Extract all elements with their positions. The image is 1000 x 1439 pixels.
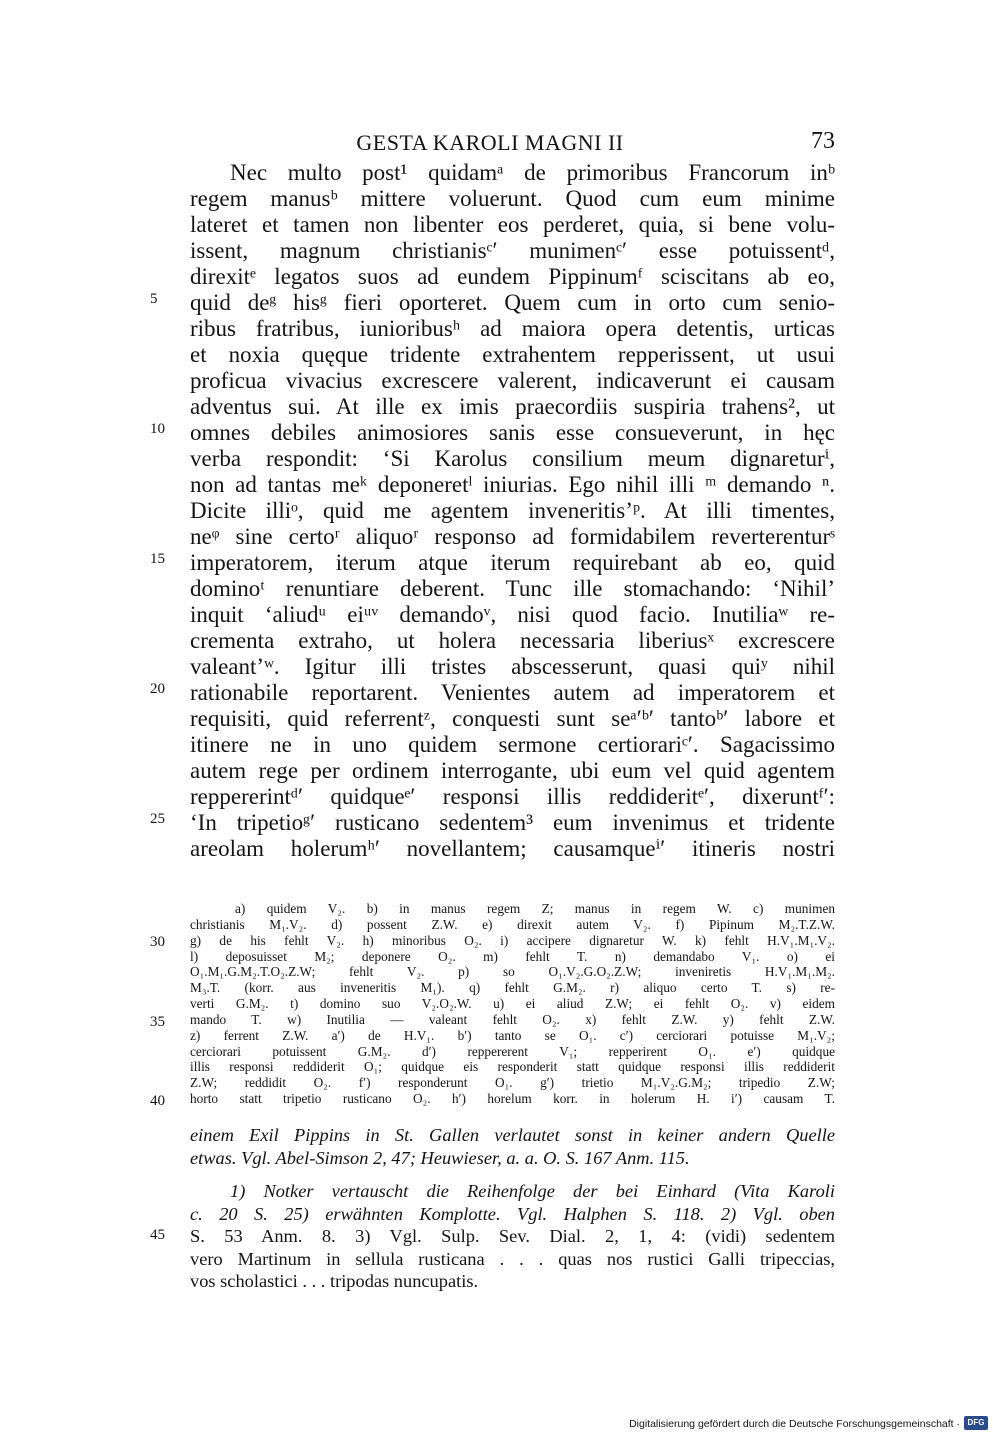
footnote-line: 1) Notker vertauscht die Reihenfolge der bei Einhard (Vita Karoli	[230, 1181, 835, 1201]
line-number: 25	[150, 811, 165, 827]
main-line: regem manusᵇ mittere voluerunt. Quod cum eum minime	[190, 186, 835, 211]
main-line: ‘In tripetioᵍ′ rusticano sedentem³ eum invenimus et tridente	[190, 810, 835, 835]
apparatus-line: mando T. w) Inutilia — valeant fehlt O₂. x) fehlt Z.W. y) fehlt Z.W.	[190, 1011, 835, 1027]
apparatus-line: z) ferrent Z.W. a′) de H.V₁. b′) tanto se O₁. c′) cerciorari potuisse M₁.V₂;	[190, 1027, 835, 1043]
commentary	[190, 1124, 835, 1169]
main-line: non ad tantas meᵏ deponeretˡ iniurias. Ego nihil illi ᵐ demando ⁿ.	[190, 472, 835, 497]
funding-note: Digitalisierung gefördert durch die Deutsche Forschungsgemeinschaft ·	[629, 1418, 960, 1430]
commentary-line: etwas. Vgl. Abel-Simson 2, 47; Heuwieser, a. a. O. S. 167 Anm. 115.	[190, 1147, 690, 1168]
footnote-line: S. 53 Anm. 8. 3) Vgl. Sulp. Sev. Dial. 2, 1, 4: (vidi) sedentem	[190, 1226, 835, 1246]
main-line: verba respondit: ‘Si Karolus consilium meum dignareturⁱ,	[190, 446, 835, 471]
apparatus-line: verti G.M₂. t) domino suo V₂.O₂.W. u) ei aliud Z.W; ei fehlt O₂. v) eidem	[190, 996, 835, 1012]
main-line: requisiti, quid referrentᶻ, conquesti sunt seᵃ′ᵇ′ tantoᵇ′ labore et	[190, 706, 835, 731]
line-number: 15	[150, 551, 165, 567]
line-number: 35	[150, 1014, 165, 1030]
main-line: dominoᵗ renuntiare deberent. Tunc ille stomachando: ‘Nihil’	[190, 576, 835, 601]
main-line: direxitᵉ legatos suos ad eundem Pippinumᶠ sciscitans ab eo,	[190, 264, 835, 289]
line-number: 5	[150, 291, 158, 307]
line-number: 40	[150, 1093, 165, 1109]
apparatus-line: g) de his fehlt V₂. h) minoribus O₂. i) accipere dignaretur W. k) fehlt H.V₁.M₁.V₂.	[190, 932, 835, 948]
apparatus-line: cerciorari potuissent G.M₂. d′) reppererent V₁; repperirent O₁. e′) quidque	[190, 1043, 835, 1059]
main-line: omnes debiles animosiores sanis esse consueverunt, in hęc	[190, 420, 835, 445]
apparatus-line: O₁.M₁.G.M₂.T.O₂.Z.W; fehlt V₂. p) so O₁.V₂.G.O₂.Z.W; inveniretis H.V₁.M₁.M₂.	[190, 964, 835, 980]
main-line: neᵠ sine certoʳ aliquoʳ responso ad formidabilem reverterenturˢ	[190, 524, 835, 549]
main-line: areolam holerumʰ′ novellantem; causamqueⁱ′ itineris nostri	[190, 836, 835, 861]
main-line: Dicite illiᵒ, quid me agentem inveneritis’ᵖ. At illi timentes,	[190, 498, 835, 523]
commentary-line: einem Exil Pippins in St. Gallen verlautet sonst in keiner andern Quelle	[190, 1125, 835, 1145]
line-number: 45	[150, 1227, 165, 1243]
main-line: valeant’ʷ. Igitur illi tristes abscesserunt, quasi quiʸ nihil	[190, 654, 835, 679]
main-text	[190, 160, 835, 862]
main-line: itinere ne in uno quidem sermone certiorariᶜ′. Sagacissimo	[190, 732, 835, 757]
critical-apparatus	[190, 901, 835, 1107]
main-line: issent, magnum christianisᶜ′ munimenᶜ′ esse potuissentᵈ,	[190, 238, 835, 263]
dfg-logo: DFG	[964, 1416, 988, 1430]
footnotes	[190, 1180, 835, 1293]
page-number: 73	[811, 128, 835, 154]
apparatus-line: l) deposuisset M₂; deponere O₂. m) fehlt T. n) demandabo V₁. o) ei	[190, 948, 835, 964]
footnote-line: vos scholastici . . . tripodas nuncupatis.	[190, 1271, 479, 1291]
line-number: 30	[150, 934, 165, 950]
main-line: adventus sui. At ille ex imis praecordiis suspiria trahens², ut	[190, 394, 835, 419]
footnote-line: c. 20 S. 25) erwähnten Komplotte. Vgl. Halphen S. 118. 2) Vgl. oben	[190, 1203, 835, 1224]
footnote-line: vero Martinum in sellula rusticana . . . quas nos rustici Galli tripeccias,	[190, 1248, 835, 1269]
apparatus-line: Z.W; reddidit O₂. f′) responderunt O₁. g′) trietio M₁.V₂.G.M₂; tripedio Z.W;	[190, 1075, 835, 1091]
main-line: rationabile reportarent. Venientes autem ad imperatorem et	[190, 680, 835, 705]
apparatus-line: a) quidem V₂. b) in manus regem Z; manus in regem W. c) munimen	[235, 901, 835, 916]
main-line: autem rege per ordinem interrogante, ubi eum vel quid agentem	[190, 758, 835, 783]
main-line: proficua vivacius excrescere valerent, indicaverunt ei causam	[190, 368, 835, 393]
line-number: 10	[150, 421, 165, 437]
running-title: GESTA KAROLI MAGNI II	[356, 130, 624, 155]
main-line: crementa extraho, ut holera necessaria liberiusˣ excrescere	[190, 628, 835, 653]
apparatus-line: horto statt tripetio rusticano O₂. h′) horelum korr. in holerum H. i′) causam T.	[190, 1091, 835, 1107]
main-line: imperatorem, iterum atque iterum requirebant ab eo, quid	[190, 550, 835, 575]
main-line: Nec multo post¹ quidamᵃ de primoribus Francorum inᵇ	[230, 160, 835, 185]
main-line: lateret et tamen non libenter eos perderet, quia, si bene volu-	[190, 212, 835, 237]
apparatus-line: christianis M₁.V₂. d) possent Z.W. e) direxit autem V₂. f) Pipinum M₂.T.Z.W.	[190, 916, 835, 932]
main-line: ribus fratribus, iunioribusʰ ad maiora opera detentis, urticas	[190, 316, 835, 341]
apparatus-line: M₃.T. (korr. aus inveneritis M₁). q) fehlt G.M₂. r) aliquo certo T. s) re-	[190, 980, 835, 996]
main-line: et noxia quęque tridente extrahentem repperissent, ut usui	[190, 342, 835, 367]
main-line: inquit ‘aliudᵘ eiᵘᵛ demandoᵛ, nisi quod facio. Inutiliaʷ re-	[190, 602, 835, 627]
apparatus-line: illis responsi reddiderit O₁; quidque eis responderit statt quidque responsi illis reddiderit	[190, 1059, 835, 1075]
main-line: quid deᵍ hisᵍ fieri oporteret. Quem cum in orto cum senio-	[190, 290, 835, 315]
main-line: reppererintᵈ′ quidqueᵉ′ responsi illis reddideritᵉ′, dixeruntᶠ′:	[190, 784, 835, 809]
line-number: 20	[150, 681, 165, 697]
